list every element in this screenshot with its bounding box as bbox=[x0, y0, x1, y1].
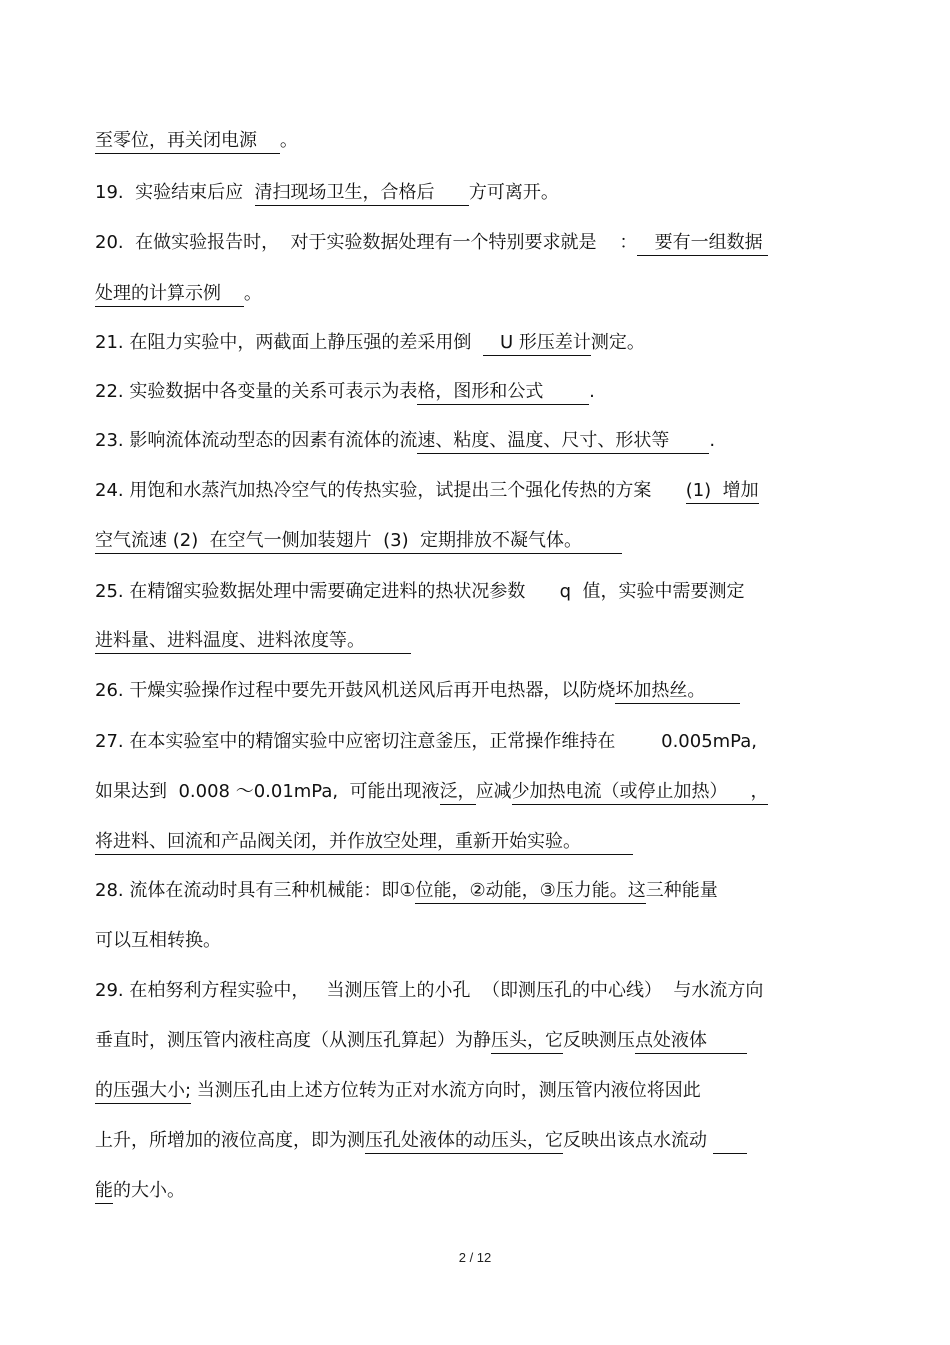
underlined-answer bbox=[707, 1030, 747, 1054]
text-line bbox=[95, 579, 855, 605]
page-number: 2 / 12 bbox=[458, 1250, 492, 1265]
text-line bbox=[95, 379, 855, 405]
underlined-answer bbox=[221, 283, 244, 307]
underlined-answer: 点处液体 bbox=[635, 1030, 707, 1054]
underlined-answer: 将进料、回流和产品阀关闭，并作放空处理，重新开始实验。 bbox=[95, 831, 581, 855]
question-text: 如果达到 0.008 ～0.01mPa, 可能出现液 bbox=[95, 781, 440, 802]
text-line bbox=[95, 528, 855, 554]
underlined-answer: 压孔处液体的动压头，它 bbox=[365, 1130, 563, 1154]
question-text: 的大小。 bbox=[113, 1180, 185, 1201]
underlined-answer: 至零位，再关闭电源 bbox=[95, 130, 257, 154]
question-text: . bbox=[709, 430, 716, 451]
question-text: 27. 在本实验室中的精馏实验中应密切注意釜压，正常操作维持在 0.005mPa, bbox=[95, 731, 757, 752]
question-text: 当测压孔由上述方位转为正对水流方向时，测压管内液位将因此 bbox=[191, 1080, 701, 1101]
text-line bbox=[95, 628, 855, 654]
question-text: 。 bbox=[279, 130, 298, 151]
underlined-answer: 清扫现场卫生，合格后 bbox=[255, 182, 435, 206]
text-line bbox=[95, 281, 855, 307]
question-text: 应减 bbox=[475, 781, 512, 802]
question-text: 25. 在精馏实验数据处理中需要确定进料的热状况参数 q 值，实验中需要测定 bbox=[95, 581, 745, 602]
question-text: . bbox=[589, 381, 595, 402]
question-text: 24. 用饱和水蒸汽加热冷空气的传热实验，试提出三个强化传热的方案 bbox=[95, 480, 686, 501]
underlined-answer bbox=[257, 130, 280, 154]
question-text: 23. 影响流体流动型态的因素有流体的流 bbox=[95, 430, 418, 451]
underlined-answer: 要有一组数据 bbox=[637, 232, 768, 256]
text-line bbox=[95, 1028, 855, 1054]
text-line bbox=[95, 128, 855, 154]
question-text: 20. 在做实验报告时， 对于实验数据处理有一个特别要求就是 ： bbox=[95, 232, 638, 253]
underlined-answer: (1) 增加 bbox=[686, 480, 759, 504]
question-text: 可以互相转换。 bbox=[95, 930, 221, 951]
question-text: 19. 实验结束后应 bbox=[95, 182, 255, 203]
underlined-answer bbox=[365, 630, 411, 654]
text-line bbox=[95, 478, 855, 504]
underlined-answer: 能 bbox=[95, 1180, 113, 1204]
text-line bbox=[95, 878, 855, 904]
question-text: 22. 实验数据中各变量的关系可表示为表 bbox=[95, 381, 418, 402]
underlined-answer: 格，图形和公式 bbox=[417, 381, 543, 405]
underlined-answer bbox=[581, 831, 633, 855]
text-line bbox=[95, 428, 855, 454]
underlined-answer: 速、粘度、温度、尺寸、形状等 bbox=[417, 430, 669, 454]
text-line bbox=[95, 928, 855, 954]
text-line bbox=[95, 729, 855, 755]
underlined-answer bbox=[669, 430, 709, 454]
text-line bbox=[95, 1128, 855, 1154]
text-line bbox=[95, 779, 855, 805]
underlined-answer: 压头，它 bbox=[491, 1030, 563, 1054]
question-text: 垂直时，测压管内液柱高度（从测压孔算起）为静 bbox=[95, 1030, 491, 1051]
underlined-answer bbox=[435, 182, 469, 206]
underlined-answer bbox=[713, 1130, 747, 1154]
text-line bbox=[95, 829, 855, 855]
underlined-answer bbox=[543, 381, 589, 405]
text-line bbox=[95, 180, 855, 206]
question-text: 。 bbox=[243, 283, 262, 304]
text-line bbox=[95, 1178, 855, 1204]
underlined-answer: U 形压差计 bbox=[483, 332, 591, 356]
question-text: 三种能量 bbox=[645, 880, 718, 901]
text-line bbox=[95, 330, 855, 356]
text-line bbox=[95, 978, 855, 1004]
underlined-answer: 的压强大小; bbox=[95, 1080, 191, 1104]
question-text: 反映出该点水流动 bbox=[563, 1130, 713, 1151]
underlined-answer: 进料量、进料温度、进料浓度等。 bbox=[95, 630, 365, 654]
question-text: 28. 流体在流动时具有三种机械能：即① bbox=[95, 880, 416, 901]
question-text: 上升，所增加的液位高度，即为测 bbox=[95, 1130, 365, 1151]
underlined-answer: 空气流速 (2) 在空气一侧加装翅片 (3) 定期排放不凝气体。 bbox=[95, 530, 582, 554]
question-text: 29. 在柏努利方程实验中， 当测压管上的小孔 （即测压孔的中心线） 与水流方向 bbox=[95, 980, 764, 1001]
text-line bbox=[95, 1078, 855, 1104]
underlined-answer: 少加热电流（或停止加热） ， bbox=[512, 781, 769, 805]
underlined-answer: 位能，②动能，③压力能。这 bbox=[415, 880, 645, 904]
underlined-answer bbox=[582, 530, 622, 554]
text-line bbox=[95, 678, 855, 704]
underlined-answer: 处理的计算示例 bbox=[95, 283, 221, 307]
question-text: 方可离开。 bbox=[468, 182, 559, 203]
underlined-answer: 坏加热丝。 bbox=[615, 680, 705, 704]
question-text: 测定。 bbox=[590, 332, 645, 353]
question-text: 21. 在阻力实验中，两截面上静压强的差采用倒 bbox=[95, 332, 483, 353]
question-text: 26. 干燥实验操作过程中要先开鼓风机送风后再开电热器，以防烧 bbox=[95, 680, 616, 701]
text-line bbox=[95, 230, 855, 256]
underlined-answer bbox=[705, 680, 739, 704]
question-text: 反映测压 bbox=[563, 1030, 635, 1051]
underlined-answer: 泛， bbox=[440, 781, 476, 805]
